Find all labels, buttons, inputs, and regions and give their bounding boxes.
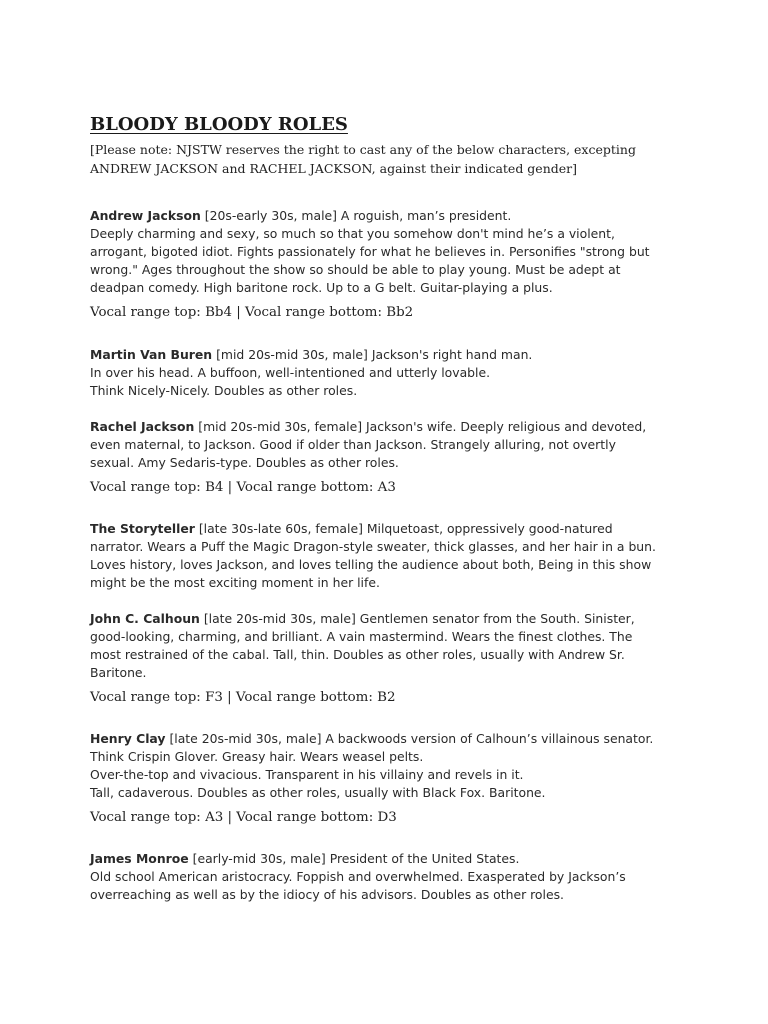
role-description-line: good-looking, charming, and brilliant. A vain mastermind. Wears the finest clothes. The [90, 629, 633, 644]
vocal-range-henry-clay: Vocal range top: A3 | Vocal range bottom: D3 [90, 810, 397, 825]
role-description-line: might be the most exciting moment in her life. [90, 575, 380, 590]
role-description-line: overreaching as well as by the idiocy of his advisors. Doubles as other roles. [90, 887, 564, 902]
role-description-line: [20s-early 30s, male] A roguish, man’s president. [200, 208, 512, 223]
role-description-line: deadpan comedy. High baritone rock. Up to a G belt. Guitar-playing a plus. [90, 280, 553, 295]
role-name: The Storyteller [90, 521, 195, 536]
role-name: Martin Van Buren [90, 347, 213, 362]
role-description-line: [mid 20s-mid 30s, male] Jackson's right hand man. [212, 347, 533, 362]
role-description-line: Baritone. [90, 665, 147, 680]
role-the-storyteller [90, 520, 690, 592]
role-description-line: [late 20s-mid 30s, male] Gentlemen senator from the South. Sinister, [199, 611, 635, 626]
role-description-line: [early-mid 30s, male] President of the United States. [188, 851, 520, 866]
role-description-line: [late 30s-late 60s, female] Milquetoast, oppressively good-natured [194, 521, 613, 536]
vocal-range-andrew-jackson: Vocal range top: Bb4 | Vocal range bottom: Bb2 [90, 305, 414, 320]
role-description-line: Deeply charming and sexy, so much so that you somehow don't mind he’s a violent, [90, 226, 615, 241]
role-name: Rachel Jackson [90, 419, 195, 434]
role-name: Andrew Jackson [90, 208, 201, 223]
casting-note: [Please note: NJSTW reserves the right to cast any of the below characters, excepting ANDREW JACKSON and RACHEL JACKSON, against their indicated gender] [90, 142, 636, 176]
document-title: BLOODY BLOODY ROLES [90, 114, 348, 135]
role-description-line: Loves history, loves Jackson, and loves telling the audience about both, Being in this show [90, 557, 652, 572]
role-description-line: Think Nicely-Nicely. Doubles as other roles. [90, 383, 358, 398]
role-description-line: arrogant, bigoted idiot. Fights passionately for what he believes in. Personifies "strong but [90, 244, 650, 259]
role-description-line: most restrained of the cabal. Tall, thin. Doubles as other roles, usually with Andrew Sr. [90, 647, 625, 662]
role-james-monroe [90, 850, 690, 904]
role-description-line: Over-the-top and vivacious. Transparent in his villainy and revels in it. [90, 767, 524, 782]
vocal-range-john-c-calhoun: Vocal range top: F3 | Vocal range bottom: B2 [90, 690, 396, 705]
document-body [90, 112, 690, 904]
role-description-line: wrong." Ages throughout the show so should be able to play young. Must be adept at [90, 262, 621, 277]
role-description-line: Tall, cadaverous. Doubles as other roles, usually with Black Fox. Baritone. [90, 785, 546, 800]
role-description-line: even maternal, to Jackson. Good if older than Jackson. Strangely alluring, not overtly [90, 437, 616, 452]
role-john-c-calhoun [90, 610, 690, 682]
role-rachel-jackson [90, 418, 690, 472]
role-henry-clay [90, 730, 690, 802]
role-martin-van-buren [90, 346, 690, 400]
vocal-range-rachel-jackson: Vocal range top: B4 | Vocal range bottom: A3 [90, 480, 396, 495]
role-andrew-jackson [90, 207, 690, 297]
role-name: Henry Clay [90, 731, 166, 746]
role-description-line: sexual. Amy Sedaris-type. Doubles as other roles. [90, 455, 399, 470]
role-description-line: [mid 20s-mid 30s, female] Jackson's wife. Deeply religious and devoted, [194, 419, 647, 434]
role-description-line: Old school American aristocracy. Foppish and overwhelmed. Exasperated by Jackson’s [90, 869, 626, 884]
role-description-line: In over his head. A buffoon, well-intentioned and utterly lovable. [90, 365, 491, 380]
role-description-line: [late 20s-mid 30s, male] A backwoods version of Calhoun’s villainous senator. [165, 731, 654, 746]
role-name: James Monroe [90, 851, 189, 866]
role-description-line: narrator. Wears a Puff the Magic Dragon-style sweater, thick glasses, and her hair in a bun. [90, 539, 656, 554]
role-description-line: Think Crispin Glover. Greasy hair. Wears weasel pelts. [90, 749, 424, 764]
role-name: John C. Calhoun [90, 611, 200, 626]
